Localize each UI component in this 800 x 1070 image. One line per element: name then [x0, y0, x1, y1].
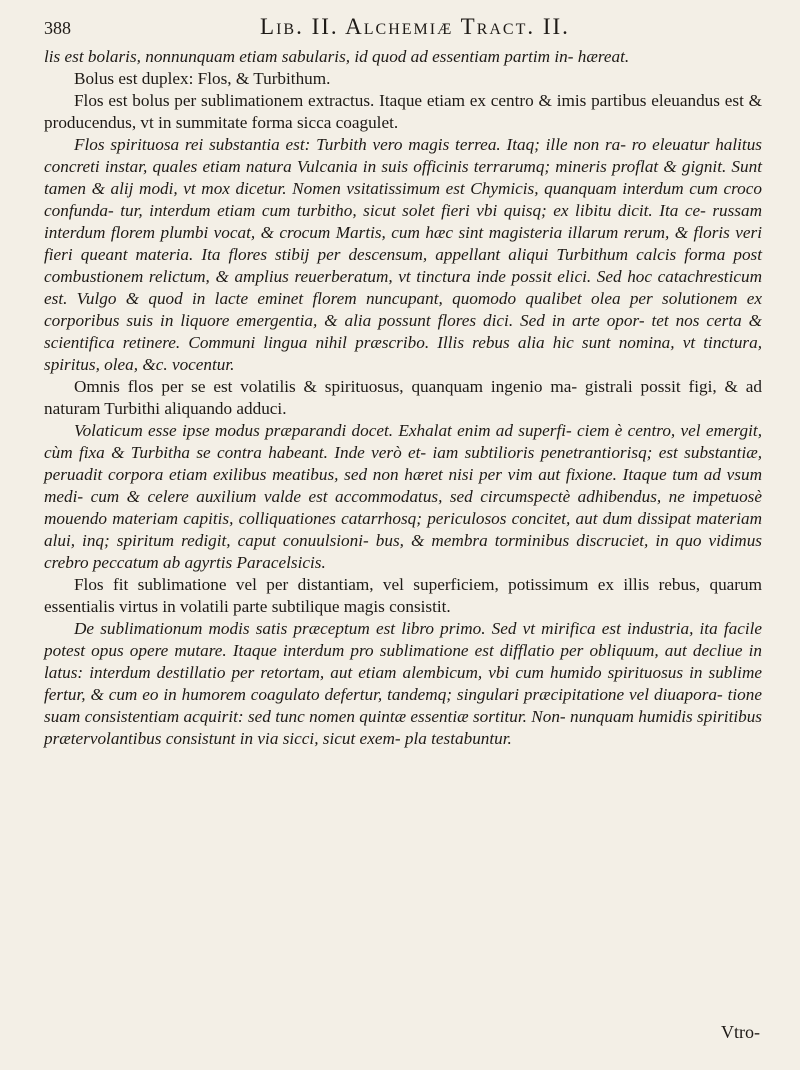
- paragraph-2: Bolus est duplex: Flos, & Turbithum.: [74, 69, 331, 88]
- paragraph-1: lis est bolaris, nonnunquam etiam sabularis, id quod ad essentiam partim in- hæreat.: [44, 47, 630, 66]
- paragraph-7: Flos fit sublimatione vel per distantiam, vel superficiem, potissimum ex illis rebus, quarum essentialis virtus in volatili parte subtilique magis consistit.: [44, 575, 762, 616]
- running-title: Lib. II. Alchemiæ Tract. II.: [260, 14, 570, 39]
- paragraph-8: De sublimationum modis satis præceptum est libro primo. Sed vt mirifica est industria, ita facile potest opus opere mutare. Itaque interdum pro sublimatione est difflatio per obliquum, aut decliue in latus: interdum destillatio per retortam, aut etiam alembicum, vbi cum humido spirituosus in sublime fertur, & cum eo in humorem coagulato defertur, tandemq; singulari præcipitatione vel diuapora- tione suam consistentiam acquirit: sed tunc nomen quintæ essentiæ sortitur. Non- nunquam humidis spiritibus prætervolantibus consistunt in via sicci, sicut exem- pla testabuntur.: [44, 619, 762, 748]
- paragraph-3: Flos est bolus per sublimationem extractus. Itaque etiam ex centro & imis partibus eleuandus est & producendus, vt in summitate forma sicca coagulet.: [44, 91, 762, 132]
- catchword: Vtro-: [721, 1022, 760, 1042]
- paragraph-4: Flos spirituosa rei substantia est: Turbith vero magis terrea. Itaq; ille non ra- ro eleuatur halitus concreti instar, quales etiam natura Vulcania in suis officinis terrarumq; mineris proflat & gignit. Sunt tamen & alij modi, vt mox dicetur. Nomen vsitatissimum est Chymicis, quanquam interdum cum croco confunda- tur, interdum etiam cum turbitho, sicut solet fieri vbi quisq; ex libitu dicit. Ita ce- russam interdum florem plumbi vocat, & crocum Martis, cum hæc sint magisteria illarum rerum, & floris veri fieri queant materia. Ita flores stibij per descensum, appellant aliqui Turbithum calcis forma post combustionem relictum, & amplius reuerberatum, vt tinctura inde possit elici. Sed hoc catachresticum est. Vulgo & quod in lacte eminet florem nuncupant, quomodo qualibet olea per solutionem ex corporibus suis in liquore emergentia, & alia possunt flores dici. Sed in arte opor- tet nos certa & scientifica retinere. Communi lingua nihil præscribo. Illis rebus alia hic sunt nomina, vt tinctura, spiritus, olea, &c. vocentur.: [44, 135, 762, 374]
- body-text: [44, 46, 762, 750]
- paragraph-6: Volaticum esse ipse modus præparandi docet. Exhalat enim ad superfi- ciem è centro, vel emergit, cùm fixa & Turbitha se contra habeant. Inde verò et- iam subtilioris penetrantiorisq; est substantiæ, peruadit corpora etiam exilibus meatibus, sed non hæret nisi per vim aut fixione. Itaque tum ad vsum medi- cum & celere auxilium valde est accommodatus, sed circumspectè adhibendus, ne impetuosè mouendo materiam capitis, colliquationes catarrhosq; periculosos concitet, aut dum dissipat materiam alui, inq; spiritum redigit, caput conuulsioni- bus, & membra torminibus discruciet, in quo vidimus crebro peccatum ab agyrtis Paracelsicis.: [44, 421, 762, 572]
- page-header: [44, 14, 762, 46]
- page-number: 388: [44, 18, 71, 38]
- paragraph-5: Omnis flos per se est volatilis & spirituosus, quanquam ingenio ma- gistrali possit figi, & ad naturam Turbithi aliquando adduci.: [44, 377, 762, 418]
